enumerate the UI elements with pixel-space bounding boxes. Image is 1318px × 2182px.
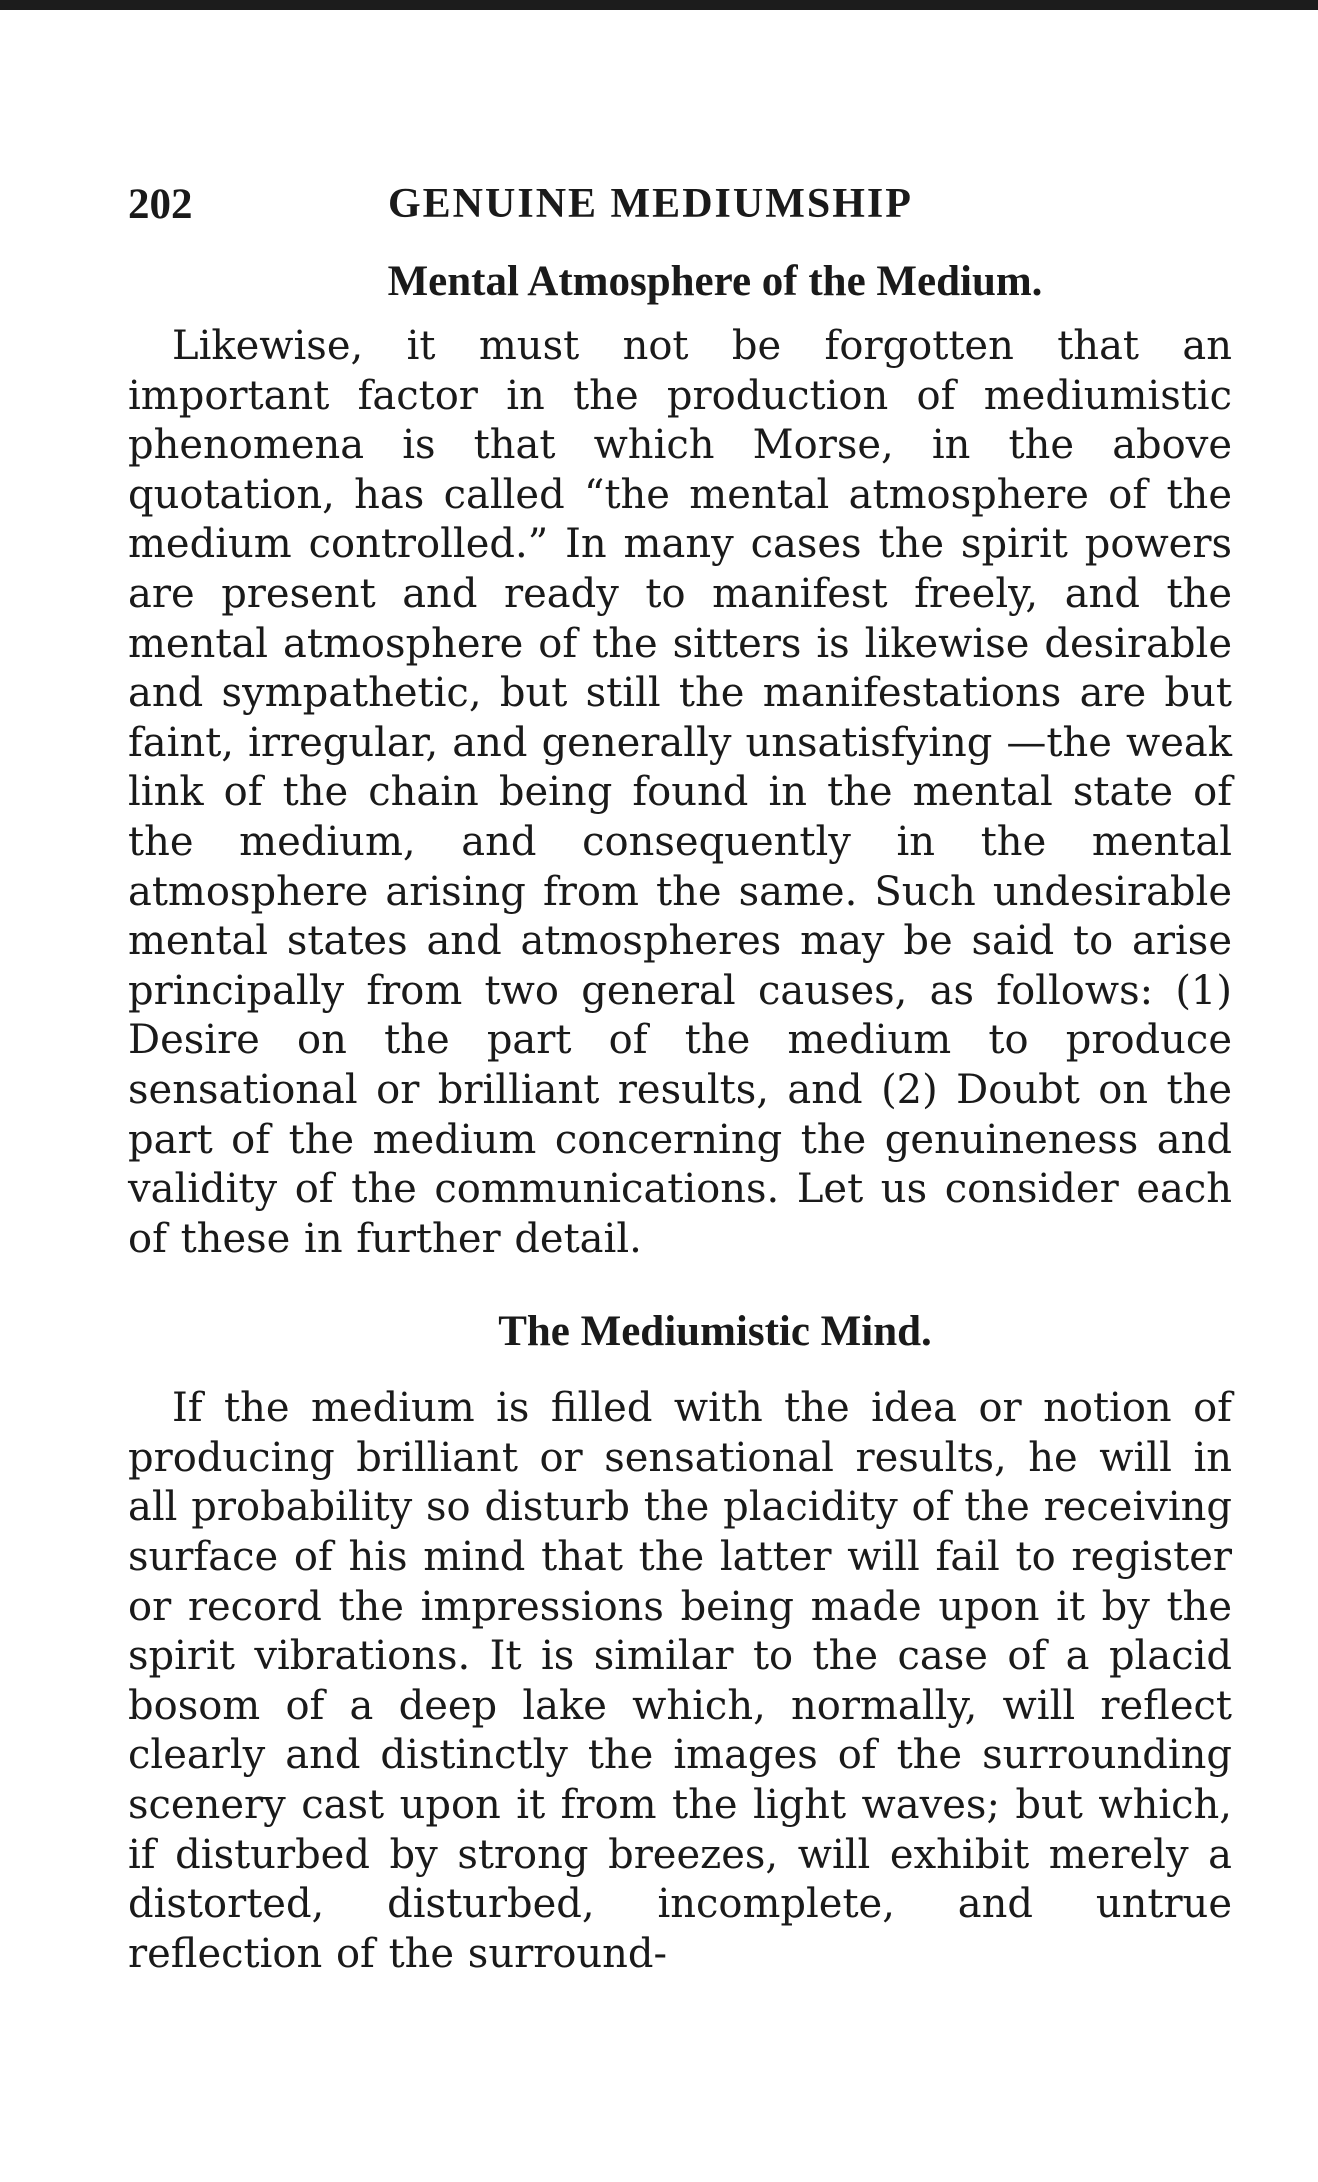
paragraph-mental-atmosphere: Likewise, it must not be forgotten that an important factor in the production of mediumistic phenomena is that which Morse, in the above quotation, has called “the mental atmosphere of the medium controlled.” In many cases the spirit powers are present and ready to manifest freely, and the mental atmosphere of the sitters is likewise desirable and sympathetic, but still the manifestations are but faint, irregular, and generally unsatisfying —the weak link of the chain being found in the mental state of the medium, and consequently in the mental atmosphere arising from the same. Such undesirable mental states and atmospheres may be said to arise principally from two general causes, as follows: (1) Desire on the part of the medium to produce sensational or brilliant results, and (2) Doubt on the part of the medium concerning the genuineness and validity of the communications. Let us consider each of these in further detail. xyxy=(128,323,1232,1262)
section-heading-mediumistic-mind: The Mediumistic Mind. xyxy=(498,1308,932,1356)
running-head xyxy=(128,170,1232,240)
section-heading-mental-atmosphere: Mental Atmosphere of the Medium. xyxy=(387,258,1043,305)
page-number: 202 xyxy=(128,181,193,228)
book-title: GENUINE MEDIUMSHIP xyxy=(388,181,913,227)
paragraph-mediumistic-mind: If the medium is filled with the idea or notion of producing brilliant or sensational results, he will in all probability so disturb the placidity of the receiving surface of his mind that the latter will fail to register or record the impressions being made upon it by the spirit vibrations. It is similar to the case of a placid bosom of a deep lake which, normally, will reflect clearly and distinctly the images of the surrounding scenery cast upon it from the light waves; but which, if disturbed by strong breezes, will exhibit merely a distorted, disturbed, incomplete, and untrue reflection of the surround- xyxy=(128,1385,1232,1977)
book-page xyxy=(128,170,1232,1979)
top-edge-rule xyxy=(0,0,1318,10)
